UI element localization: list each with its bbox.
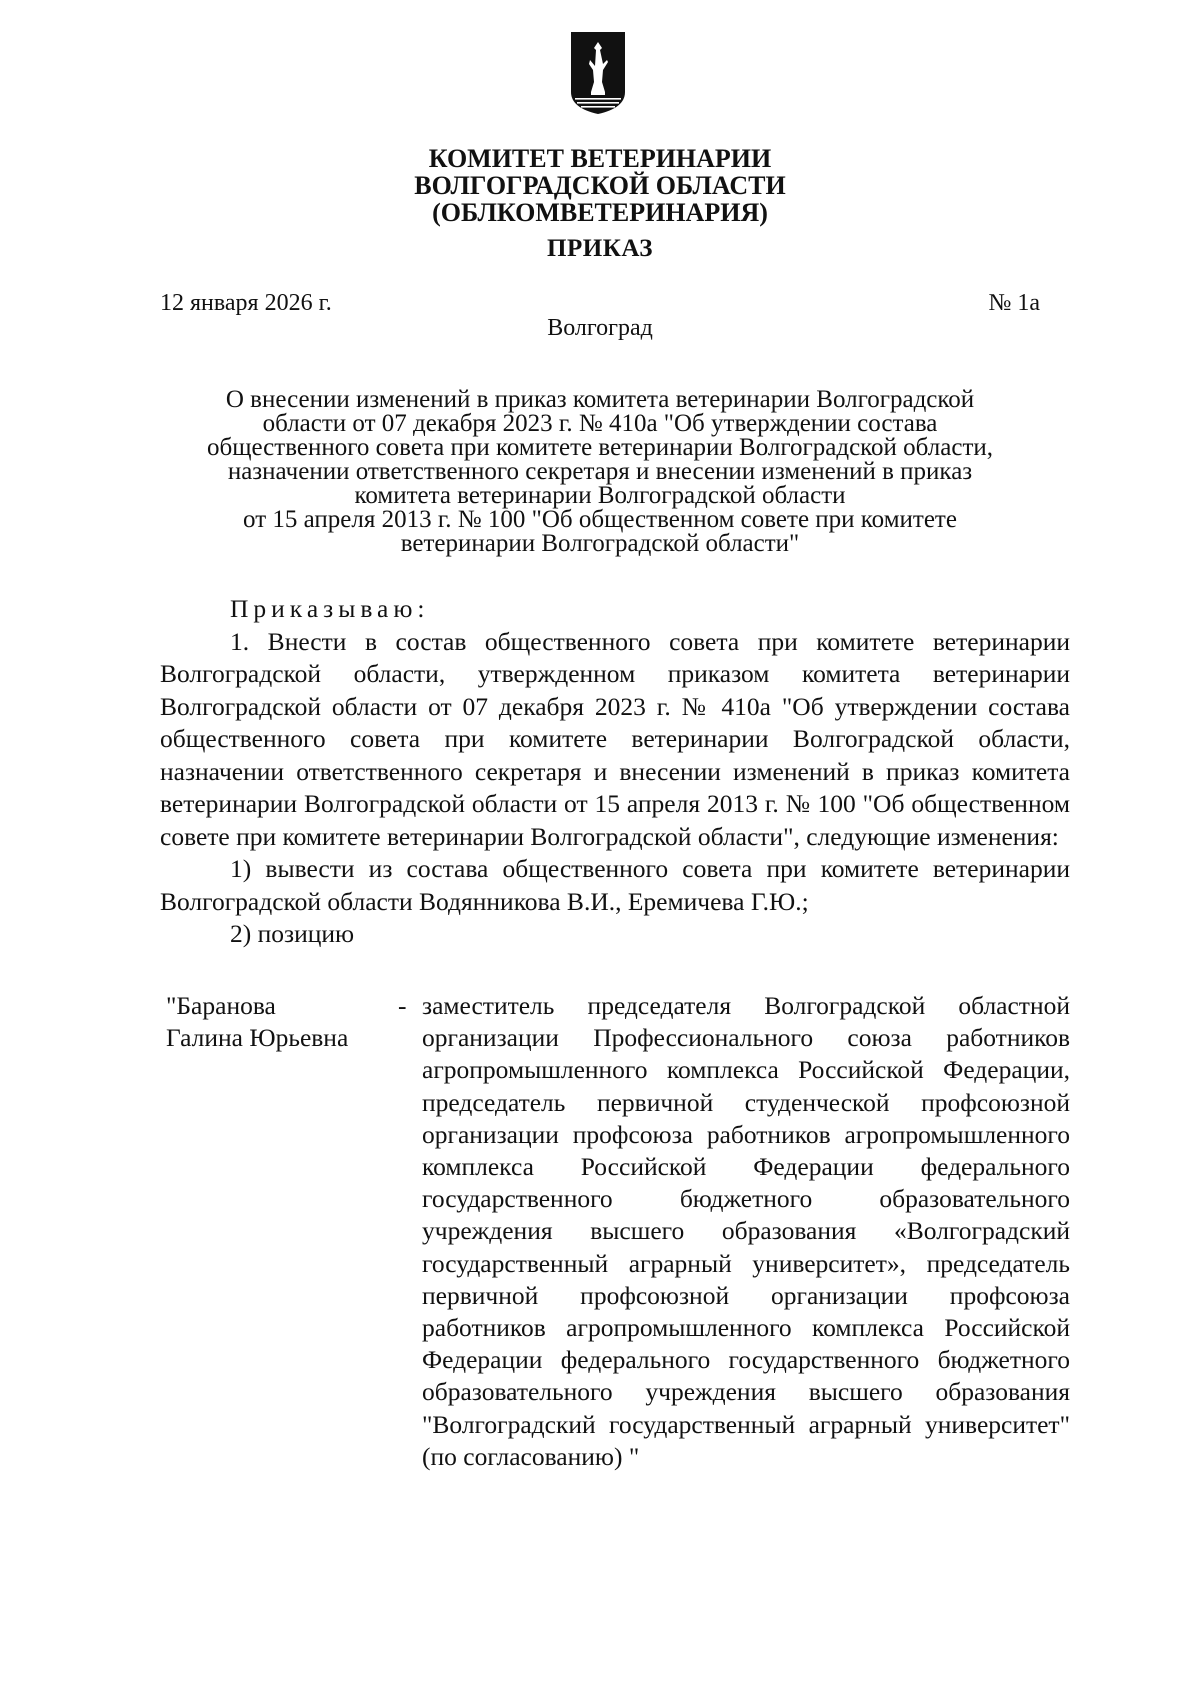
organization-name bbox=[200, 145, 1000, 226]
order-subitem-1: 1) вывести из состава общественного совета при комитете ветеринарии Волгоградской области Водянникова В.И., Еремичева Г.Ю.; bbox=[160, 854, 1070, 916]
order-date: 12 января 2026 г. bbox=[160, 290, 332, 316]
person-given-names: Галина Юрьевна bbox=[166, 1023, 349, 1053]
person-name bbox=[166, 990, 386, 1054]
person-surname: "Баранова bbox=[166, 991, 276, 1020]
order-subject bbox=[160, 388, 1040, 556]
subject-line: области от 07 декабря 2023 г. № 410а "Об утверждении состава bbox=[262, 410, 938, 437]
person-position-description: заместитель председателя Волгоградской областной организации Профессионального союза работников агропромышленного комплекса Российской Федерации, председатель первичной студенческой профсоюзной организации профсоюза работников агропромышленного комплекса Российской Федерации федерального государственного бюджетного образовательного учреждения высшего образования «Волгоградский государственный аграрный университет», председатель первичной профсоюзной организации профсоюза работников агропромышленного комплекса Российской Федерации федерального государственного бюджетного образовательного учреждения высшего образования "Волгоградский государственный аграрный университет" (по согласованию) " bbox=[422, 991, 1070, 1471]
org-name-line-2: ВОЛГОГРАДСКОЙ ОБЛАСТИ bbox=[414, 171, 786, 200]
subject-line: О внесении изменений в приказ комитета ветеринарии Волгоградской bbox=[225, 386, 975, 413]
person-dash: - bbox=[398, 991, 407, 1020]
order-item-1: 1. Внести в состав общественного совета при комитете ветеринарии Волгоградской области, утвержденном приказом комитета ветеринарии Волгоградской области от 07 декабря 2023 г. № 410а "Об утверждении состава общественного совета при комитете ветеринарии Волгоградской области, назначении ответственного секретаря и внесении изменений в приказ комитета ветеринарии Волгоградской области от 15 апреля 2013 г. № 100 "Об общественном совете при комитете ветеринарии Волгоградской области", следующие изменения: bbox=[160, 626, 1070, 851]
order-subitem-2: 2) позицию bbox=[230, 919, 355, 948]
order-body bbox=[160, 593, 1070, 951]
subject-line: общественного совета при комитете ветеринарии Волгоградской области, bbox=[206, 434, 993, 461]
document-type-title: ПРИКАЗ bbox=[547, 235, 653, 262]
org-name-line-3: (ОБЛКОМВЕТЕРИНАРИЯ) bbox=[432, 198, 768, 227]
subject-line: назначении ответственного секретаря и внесении изменений в приказ bbox=[227, 458, 973, 485]
subject-line: от 15 апреля 2013 г. № 100 "Об общественном совете при комитете bbox=[243, 506, 957, 533]
coat-of-arms-icon bbox=[569, 30, 627, 116]
subject-line: комитета ветеринарии Волгоградской области bbox=[354, 482, 846, 509]
org-name-line-1: КОМИТЕТ ВЕТЕРИНАРИИ bbox=[428, 144, 772, 173]
order-number: № 1а bbox=[988, 290, 1040, 316]
order-directive: Приказываю: bbox=[230, 594, 430, 623]
subject-line: ветеринарии Волгоградской области" bbox=[400, 530, 800, 557]
order-city: Волгоград bbox=[547, 315, 653, 341]
